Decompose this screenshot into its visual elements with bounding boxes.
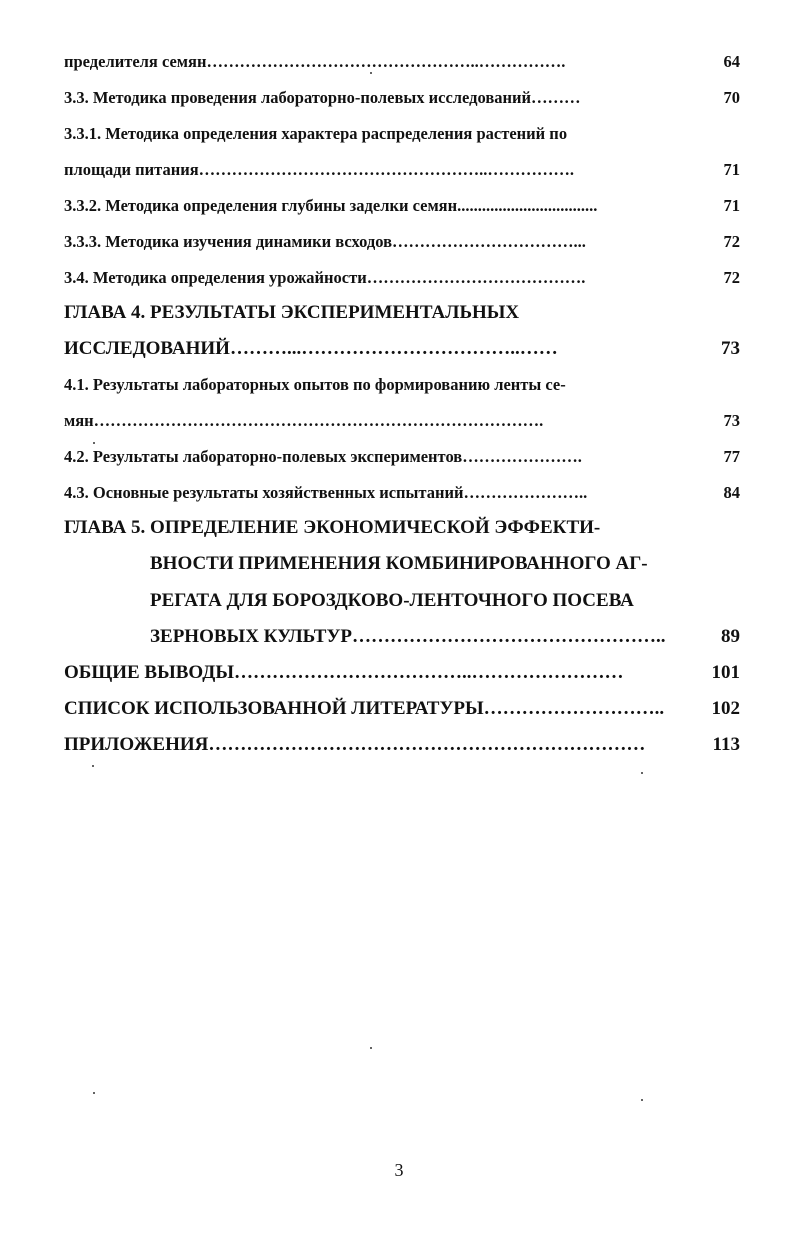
toc-entry [0,191,798,221]
toc-entry-text: 4.3. Основные результаты хозяйственных испытаний………………….. [64,483,588,502]
toc-entry-page: 89 [721,626,740,647]
toc-entry-text: 3.3.3. Методика изучения динамики всходов……………………………... [64,232,586,251]
toc-entry [0,47,798,77]
toc-entry-page: 72 [723,268,740,287]
scan-speck [641,772,643,774]
toc-entry [0,406,798,436]
toc-chapter-heading [0,549,798,579]
toc-entry-page: 72 [723,232,740,251]
toc-chapter-heading [0,586,798,616]
toc-entry-page: 73 [723,411,740,430]
toc-entry-page: 113 [712,734,740,755]
toc-entry [0,119,798,149]
toc-entry [0,227,798,257]
toc-chapter-heading [0,513,798,543]
toc-entry-text: ЗЕРНОВЫХ КУЛЬТУР………………………………………….. [150,626,666,647]
toc-entry-page: 84 [723,483,740,502]
toc-entry-text: 3.3. Методика проведения лабораторно-полевых исследований……… [64,88,581,107]
toc-entry-page: 71 [723,196,740,215]
toc-entry-page: 101 [711,662,740,683]
toc-entry [0,155,798,185]
scan-speck [641,1099,643,1101]
toc-entry-text: ОБЩИЕ ВЫВОДЫ………………………………..…………………… [64,662,624,683]
toc-entry [0,263,798,293]
toc-chapter-heading [0,658,798,688]
toc-chapter-heading [0,694,798,724]
page-number: 3 [394,1160,404,1180]
scan-speck [370,1047,372,1049]
toc-chapter-heading [0,298,798,328]
toc-entry [0,478,798,508]
scan-speck [370,72,372,74]
toc-entry-text: ГЛАВА 5. ОПРЕДЕЛЕНИЕ ЭКОНОМИЧЕСКОЙ ЭФФЕКТИ- [64,517,601,538]
toc-entry-text: 3.4. Методика определения урожайности…………………………………. [64,268,586,287]
toc-entry-text: пределителя семян…………………………………………..……………. [64,52,566,71]
scan-speck [93,1092,95,1094]
toc-entry-page: 71 [723,160,740,179]
toc-entry-page: 73 [721,338,740,359]
toc-entry-page: 102 [711,698,740,719]
toc-entry-text: 4.2. Результаты лабораторно-полевых экспериментов…………………. [64,447,582,466]
toc-entry-page: 77 [723,447,740,466]
toc-entry-text: РЕГАТА ДЛЯ БОРОЗДКОВО-ЛЕНТОЧНОГО ПОСЕВА [150,590,634,611]
toc-entry-page: 64 [723,52,740,71]
toc-entry-text: 4.1. Результаты лабораторных опытов по формированию ленты се- [64,375,566,394]
toc-entry-text: ВНОСТИ ПРИМЕНЕНИЯ КОМБИНИРОВАННОГО АГ- [150,553,648,574]
toc-entry-page: 70 [723,88,740,107]
toc-entry-text: мян………………………………………………………………………. [64,411,544,430]
toc-entry-text: площади питания……………………………………………..……………. [64,160,575,179]
toc-entry-text: ГЛАВА 4. РЕЗУЛЬТАТЫ ЭКСПЕРИМЕНТАЛЬНЫХ [64,302,520,323]
toc-entry [0,370,798,400]
toc-entry-text: СПИСОК ИСПОЛЬЗОВАННОЙ ЛИТЕРАТУРЫ……………………….. [64,698,665,719]
toc-entry [0,83,798,113]
toc-chapter-heading [0,730,798,760]
toc-chapter-heading [0,622,798,652]
toc-entry-text: ИССЛЕДОВАНИЙ………...……………………………..…… [64,338,558,359]
toc-entry-text: 3.3.2. Методика определения глубины заделки семян.................................. [64,196,598,215]
toc-entry-text: 3.3.1. Методика определения характера распределения растений по [64,124,568,143]
toc-chapter-heading [0,334,798,364]
toc-entry-text: ПРИЛОЖЕНИЯ…………………………………………………………… [64,734,646,755]
scan-speck [92,765,94,767]
scan-speck [93,442,95,444]
toc-entry [0,442,798,472]
